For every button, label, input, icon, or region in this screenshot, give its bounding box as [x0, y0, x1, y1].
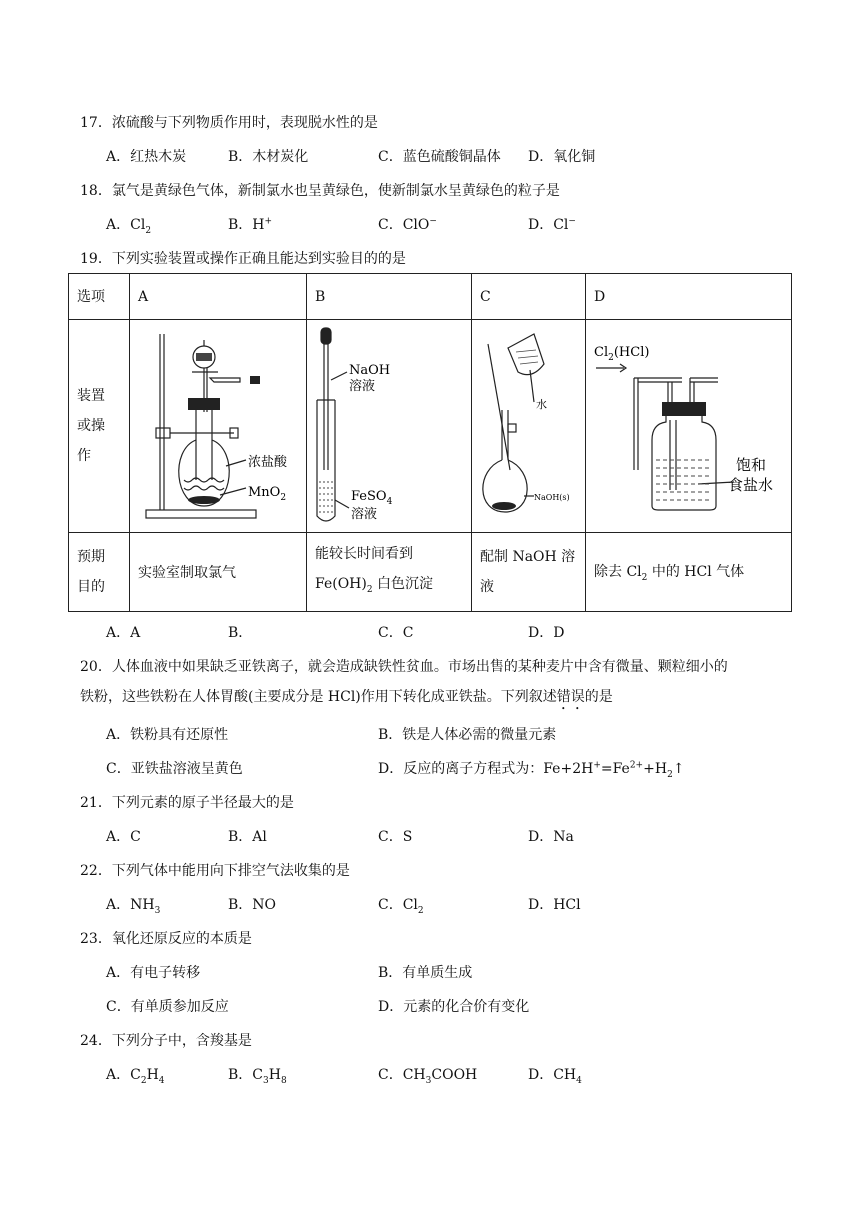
q23-option-a[interactable]: A．有电子转移 — [106, 965, 201, 981]
experiment-table — [68, 273, 792, 612]
q18-option-c[interactable]: C．ClO− — [378, 216, 437, 233]
purpose-c: 配制 NaOH 溶 液 — [472, 533, 586, 612]
diagram-b-test-tube — [307, 320, 472, 533]
row-label-purpose: 预期 目的 — [69, 533, 130, 612]
diagram-c-volumetric-flask — [472, 320, 586, 533]
q19-option-c[interactable]: C．C — [378, 625, 414, 641]
q23-option-b[interactable]: B．有单质生成 — [378, 965, 473, 981]
purpose-b: 能较长时间看到 $Fe(OH)_2$ 白色沉淀 — [307, 533, 472, 612]
q22-option-a[interactable]: A．$NH_3$ — [106, 897, 161, 916]
q19-option-a[interactable]: A．A — [106, 625, 141, 641]
question-22-stem: 22．下列气体中能用向下排空气法收集的是 — [80, 863, 350, 879]
q17-option-a[interactable]: A．红热木炭 — [106, 149, 187, 165]
diagram-a-chlorine-generator — [130, 320, 307, 533]
purpose-d: 除去 $Cl_2$ 中的 HCl 气体 — [586, 533, 792, 612]
question-19-stem: 19．下列实验装置或操作正确且能达到实验目的的是 — [80, 251, 406, 267]
question-20-stem-line1: 20．人体血液中如果缺乏亚铁离子，就会造成缺铁性贫血。市场出售的某种麦片中含有微量、颗粒细小的 — [80, 659, 728, 675]
question-18-stem: 18．氯气是黄绿色气体，新制氯水也呈黄绿色，使新制氯水呈黄绿色的粒子是 — [80, 183, 560, 199]
question-21-stem: 21．下列元素的原子半径最大的是 — [80, 795, 294, 811]
q17-option-b[interactable]: B．木材炭化 — [228, 149, 309, 165]
q19-option-b[interactable]: B． — [228, 625, 253, 641]
q20-option-a[interactable]: A．铁粉具有还原性 — [106, 727, 229, 743]
label-cl2-hcl: $Cl_2(HCl)$ — [594, 345, 650, 363]
q17-option-d[interactable]: D．氧化铜 — [528, 149, 596, 165]
label-saturated: 饱和 — [736, 456, 767, 474]
row-label-apparatus: 装置 或操 作 — [69, 320, 130, 533]
diagram-a-svg — [130, 320, 306, 532]
q21-option-c[interactable]: C．S — [378, 829, 413, 845]
q24-option-a[interactable]: A．$C_2H_4$ — [106, 1067, 165, 1086]
header-d: D — [586, 274, 792, 320]
diagram-b-svg — [307, 320, 471, 532]
label-naoh-solid: NaOH(s) — [534, 493, 570, 502]
q22-option-b[interactable]: B．NO — [228, 897, 277, 913]
label-water: 水 — [536, 398, 547, 411]
q24-option-c[interactable]: C．$CH_3COOH$ — [378, 1067, 478, 1086]
q17-option-c[interactable]: C．蓝色硫酸铜晶体 — [378, 149, 501, 165]
question-23-stem: 23．氧化还原反应的本质是 — [80, 931, 252, 947]
q19-option-d[interactable]: D．D — [528, 625, 565, 641]
q21-option-a[interactable]: A．C — [106, 829, 141, 845]
q20-option-b[interactable]: B．铁是人体必需的微量元素 — [378, 727, 557, 743]
label-naoh-solution: 溶液 — [349, 379, 376, 394]
header-b: B — [307, 274, 472, 320]
q20-option-c[interactable]: C．亚铁盐溶液呈黄色 — [106, 761, 243, 777]
q24-option-d[interactable]: D．$CH_4$ — [528, 1067, 582, 1086]
label-conc-hcl: 浓盐酸 — [248, 455, 288, 470]
label-feso4: FeSO$_4$ — [351, 489, 393, 507]
header-a: A — [130, 274, 307, 320]
emphasis-wrong: 错误 — [556, 689, 585, 705]
q23-option-c[interactable]: C．有单质参加反应 — [106, 999, 229, 1015]
q18-option-a[interactable]: A．$Cl_2$ — [106, 217, 152, 236]
header-c: C — [472, 274, 586, 320]
q21-option-b[interactable]: B．Al — [228, 829, 267, 845]
label-brine: 食盐水 — [728, 476, 774, 494]
q20-option-d[interactable]: D．反应的离子方程式为：$Fe+2H^+=Fe^{2+}+H_2↑$ — [378, 760, 685, 780]
diagram-c-svg — [472, 320, 585, 532]
question-17-stem: 17．浓硫酸与下列物质作用时，表现脱水性的是 — [80, 115, 378, 131]
q22-option-d[interactable]: D．HCl — [528, 897, 581, 913]
label-naoh: NaOH — [349, 363, 391, 378]
question-20-stem-line2: 铁粉，这些铁粉在人体胃酸(主要成分是 HCl)作用下转化成亚铁盐。下列叙述错误的是 — [80, 689, 613, 705]
question-24-stem: 24．下列分子中，含羧基是 — [80, 1033, 252, 1049]
purpose-a: 实验室制取氯气 — [130, 533, 307, 612]
label-mno2: MnO$_2$ — [248, 485, 287, 503]
label-feso4-solution: 溶液 — [351, 507, 378, 522]
q24-option-b[interactable]: B．$C_3H_8$ — [228, 1067, 287, 1086]
q21-option-d[interactable]: D．Na — [528, 829, 574, 845]
diagram-d-gas-washing-bottle — [586, 320, 792, 533]
q22-option-c[interactable]: C．$Cl_2$ — [378, 897, 424, 916]
header-option: 选项 — [69, 274, 130, 320]
q23-option-d[interactable]: D．元素的化合价有变化 — [378, 999, 530, 1015]
diagram-d-svg — [586, 320, 790, 532]
q18-option-d[interactable]: D．Cl− — [528, 216, 576, 233]
q18-option-b[interactable]: B．H+ — [228, 216, 273, 233]
